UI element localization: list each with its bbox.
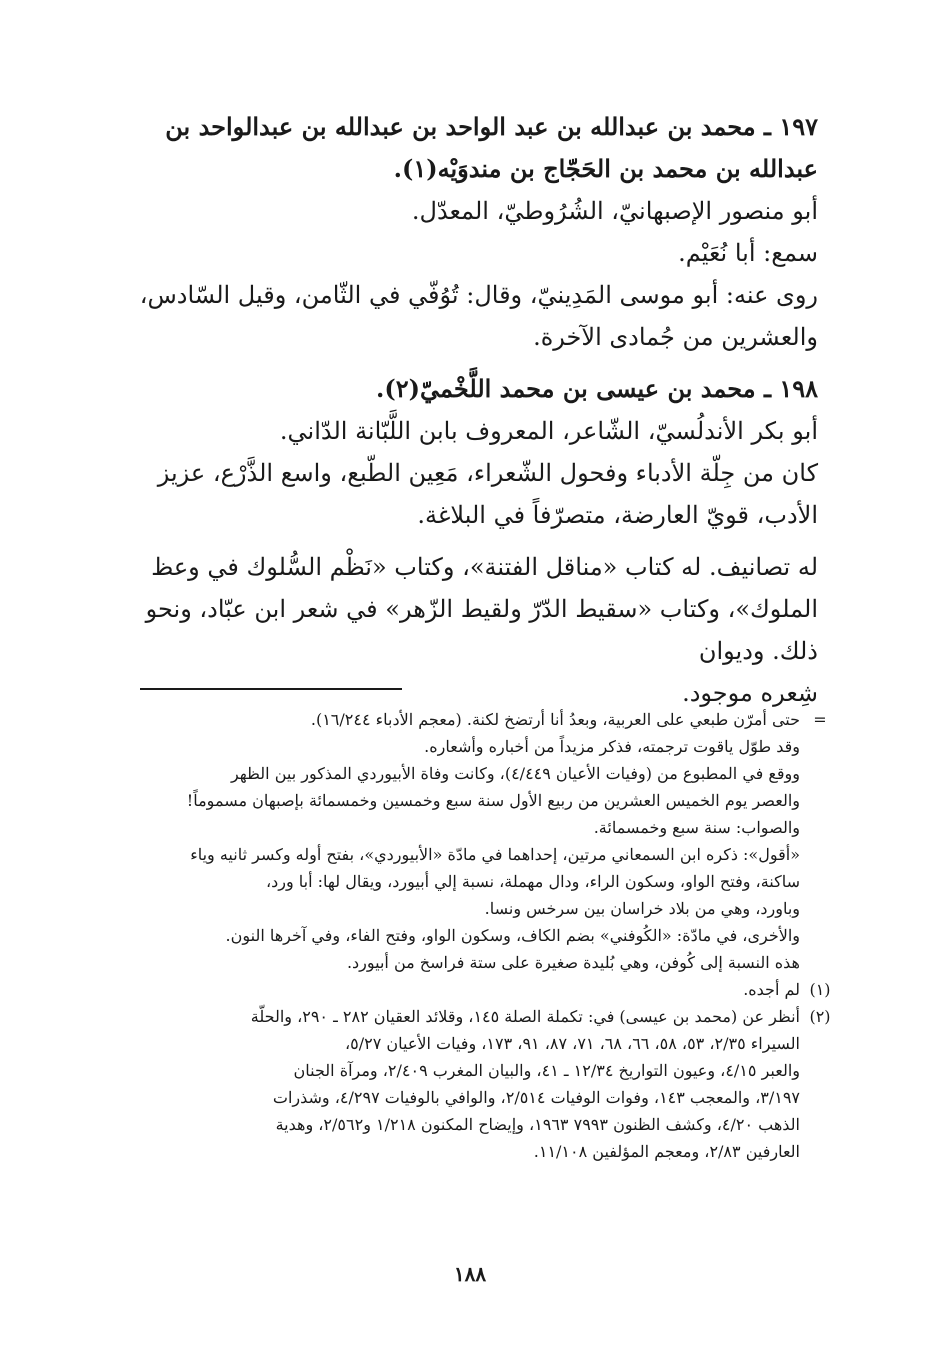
footnote-line: والعبر ٤/١٥، وعيون التواريخ ١٢/٣٤ ـ ٤١، والبيان المغرب ٢/٤٠٩، ومرآة الجنان xyxy=(293,1061,800,1080)
footnote-mark: (١) xyxy=(809,980,831,999)
footnote-1 xyxy=(120,976,840,1003)
entry-line: أبو منصور الإصبهانيّ، الشُرُوطيّ، المعدّل. xyxy=(411,197,818,225)
footnote-line: «أقول»: ذكره ابن السمعاني مرتين، إحداهما في مادّة «الأبيوردي»، بفتح أوله وكسر ثانيه وياء xyxy=(190,845,800,864)
entry-line: شِعره موجود. xyxy=(682,679,818,707)
entry-198 xyxy=(128,368,818,714)
main-text xyxy=(128,106,818,714)
footnote-line: ٣/١٩٧، والمعجب ١٤٣، وفوات الوفيات ٢/٥١٤، والوافي بالوفيات ٤/٢٩٧، وشذرات xyxy=(272,1088,800,1107)
footnote-line: لم أجده. xyxy=(743,980,800,999)
footnote-line: الذهب ٤/٢٠، وكشف الظنون ٧٩٩٣ ١٩٦٣، وإيضاح المكنون ١/٢١٨ و٢/٥٦٢، وهدية xyxy=(275,1115,800,1134)
footnote-continuation xyxy=(120,706,840,976)
footnote-line: ووقع في المطبوع من (وفيات الأعيان ٤/٤٤٩)، وكانت وفاة الأبيوردي المذكور بين الظهر xyxy=(230,764,800,783)
footnote-separator xyxy=(140,688,402,690)
footnote-2 xyxy=(120,1003,840,1165)
entry-line: روى عنه: أبو موسى المَدِينيّ، وقال: تُوُفّي في الثّامن، وقيل السّادس، xyxy=(139,281,818,309)
footnote-line: حتى أمرّن طبعي على العربية، وبعدُ أنا أرتضخ لكنة. (معجم الأدباء ١٦/٢٤٤). xyxy=(310,710,800,729)
footnote-line: العارفين ٢/٨٣، ومعجم المؤلفين ١١/١٠٨. xyxy=(533,1142,800,1161)
footnote-line: هذه النسبة إلى كُوفن، وهي بُليدة صغيرة على ستة فراسخ من أبيورد. xyxy=(346,953,800,972)
footnotes xyxy=(120,706,840,1165)
entry-line: سمع: أبا نُعَيْم. xyxy=(678,239,818,267)
footnote-line: وقد طوّل ياقوت ترجمته، فذكر مزيداً من أخباره وأشعاره. xyxy=(424,737,800,756)
continuation-mark: = xyxy=(813,710,827,729)
page-number: ١٨٨ xyxy=(453,1262,487,1286)
footnote-line: والعصر يوم الخميس العشرين من ربيع الأول سنة سبع وخمسين وخمسمائة بإصبهان مسموماً! xyxy=(186,791,800,810)
entry-heading-line: ١٩٧ ـ محمد بن عبدالله بن عبد الواحد بن عبدالله بن عبدالواحد بن xyxy=(165,112,818,141)
footnote-line: ساكنة، وفتح الواو، وسكون الراء، ودال مهملة، نسبة إلي أبيورد، ويقال لها: أبا ورد، xyxy=(265,872,800,891)
entry-line: له تصانيف. له كتاب «مناقل الفتنة»، وكتاب «نَظْم السُّلوك في وعظ xyxy=(151,553,818,581)
entry-line: والعشرين من جُمادى الآخرة. xyxy=(533,323,818,351)
entry-heading-line: ١٩٨ ـ محمد بن عيسى بن محمد اللَّخْميّ(٢). xyxy=(376,374,818,403)
entry-heading-line: عبدالله بن محمد بن الحَجّاج بن مندوَيْه(١). xyxy=(393,154,818,183)
footnote-mark: (٢) xyxy=(809,1007,831,1026)
footnote-line: والأخرى، في مادّة: «الكُوفني» بضم الكاف، وسكون الواو، وفتح الفاء، وفي آخرها النون. xyxy=(225,926,800,945)
footnote-line: أنظر عن (محمد بن عيسى) في: تكملة الصلة ١٤٥، وقلائد العقيان ٢٨٢ ـ ٢٩٠، والحلّة xyxy=(250,1007,800,1026)
entry-197 xyxy=(128,106,818,358)
footnote-line: والصواب: سنة سبع وخمسمائة. xyxy=(593,818,800,837)
footnote-line: السيراء ٢/٣٥، ٥٣، ٥٨، ٦٦، ٦٨، ٧١، ٨٧، ٩١، ١٧٣، وفيات الأعيان ٥/٢٧، xyxy=(344,1034,800,1053)
entry-line: الملوك»، وكتاب «سقيط الدّرّ ولقيط الزّهر» في شعر ابن عبّاد، ونحو ذلك. وديوان xyxy=(145,595,818,665)
entry-line: الأدب، قويّ العارضة، متصرّفاً في البلاغة. xyxy=(417,501,818,529)
footnote-line: وباورد، وهي من بلاد خراسان بين سرخس ونسا. xyxy=(484,899,800,918)
entry-line: كان من جِلّة الأدباء وفحول الشّعراء، مَعِين الطّبع، واسع الذَّرْع، عزيز xyxy=(157,459,818,487)
entry-line: أبو بكر الأندلُسيّ، الشّاعر، المعروف بابن اللَّبّانة الدّاني. xyxy=(279,417,818,445)
